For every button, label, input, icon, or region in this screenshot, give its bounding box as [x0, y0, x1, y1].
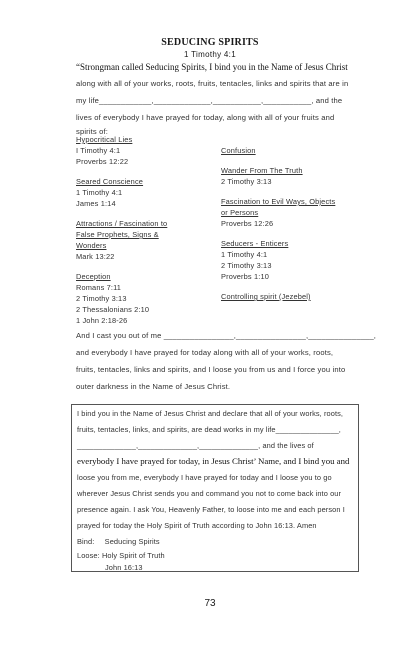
page-subtitle: 1 Timothy 4:1: [184, 50, 236, 59]
scripture-ref: 2 Timothy 3:13: [76, 294, 127, 303]
scripture-ref: Proverbs 12:26: [221, 219, 274, 228]
page-number: 73: [204, 598, 216, 609]
prayer-line: wherever Jesus Christ sends you and command you not to come back into our: [77, 489, 342, 498]
prayer-line: ______________,______________,______________, and the lives of: [77, 441, 314, 450]
intro-line: my life____________,_____________,___________,___________, and the: [76, 96, 343, 105]
spirit-heading: Controlling spirit (Jezebel): [221, 292, 311, 301]
spirit-heading: or Persons: [221, 208, 259, 217]
loose-scripture-ref: John 16:13: [105, 563, 143, 572]
prayer-line: fruits, tentacles, links, and spirits, are dead works in my life_______________,: [77, 425, 341, 434]
cast-out-line: and everybody I have prayed for today along with all of your works, roots,: [76, 348, 334, 357]
scripture-ref: Proverbs 1:10: [221, 272, 269, 281]
scripture-ref: Proverbs 12:22: [76, 157, 129, 166]
spirit-heading: Seducers - Enticers: [221, 239, 289, 248]
scripture-ref: James 1:14: [76, 199, 116, 208]
scripture-ref: 1 John 2:18-26: [76, 316, 128, 325]
spirit-heading: Fascination to Evil Ways, Objects: [221, 197, 336, 206]
bind-value: Seducing Spirits: [104, 537, 160, 546]
prayer-line: prayed for today the Holy Spirit of Truth according to John 16:13. Amen: [77, 521, 317, 530]
scripture-ref: 2 Timothy 3:13: [221, 261, 272, 270]
scripture-ref: 1 Timothy 4:1: [221, 250, 268, 259]
scripture-ref: 2 Thessalonians 2:10: [76, 305, 150, 314]
scripture-ref: Romans 7:11: [76, 283, 122, 292]
scripture-ref: 1 Timothy 4:1: [76, 188, 123, 197]
spirit-heading: Seared Conscience: [76, 177, 144, 186]
intro-line: lives of everybody I have prayed for today, along with all of your fruits and: [76, 113, 335, 122]
prayer-line: everybody I have prayed for today, in Jesus Christ’ Name, and I bind you and: [77, 456, 350, 466]
page-title: SEDUCING SPIRITS: [161, 37, 259, 48]
loose-row: [77, 551, 165, 560]
spirit-heading: Deception: [76, 272, 111, 281]
intro-line: along with all of your works, roots, fruits, tentacles, links and spirits that are in: [76, 79, 349, 88]
prayer-line: presence again. I ask You, Heavenly Father, to loose into me and each person I: [77, 505, 345, 514]
spirit-heading: Wander From The Truth: [221, 166, 303, 175]
right-spirits-column: [221, 145, 335, 302]
loose-value: Holy Spirit of Truth: [101, 551, 165, 560]
scripture-ref: 2 Timothy 3:13: [221, 177, 272, 186]
prayer-line: loose you from me, everybody I have prayed for today and I loose you to go: [77, 473, 332, 482]
spirit-heading: Wonders: [76, 241, 107, 250]
spirit-heading: Hypocritical Lies: [76, 135, 133, 144]
scripture-ref: Mark 13:22: [76, 252, 115, 261]
spirit-heading: False Prophets, Signs &: [76, 230, 159, 239]
cast-out-line: fruits, tentacles, links and spirits, and I loose you from us and I force you into: [76, 365, 346, 374]
intro-line: spirits of:: [76, 127, 109, 136]
cast-out-line: outer darkness in the Name of Jesus Christ.: [76, 382, 231, 391]
intro-line: “Strongman called Seducing Spirits, I bind you in the Name of Jesus Christ: [76, 62, 348, 72]
spirit-heading: Attractions / Fascination to: [76, 219, 168, 228]
left-spirits-column: [76, 134, 167, 326]
bind-label: Bind:: [77, 537, 95, 546]
scripture-ref: I Timothy 4:1: [76, 146, 121, 155]
prayer-line: I bind you in the Name of Jesus Christ and declare that all of your works, roots,: [77, 409, 344, 418]
cast-out-line: And I cast you out of me ________________,________________,_______________,: [76, 331, 377, 340]
bind-row: [77, 537, 160, 546]
spirit-heading: Confusion: [221, 146, 256, 155]
prayer-box: [71, 404, 359, 572]
loose-label: Loose:: [77, 551, 100, 560]
